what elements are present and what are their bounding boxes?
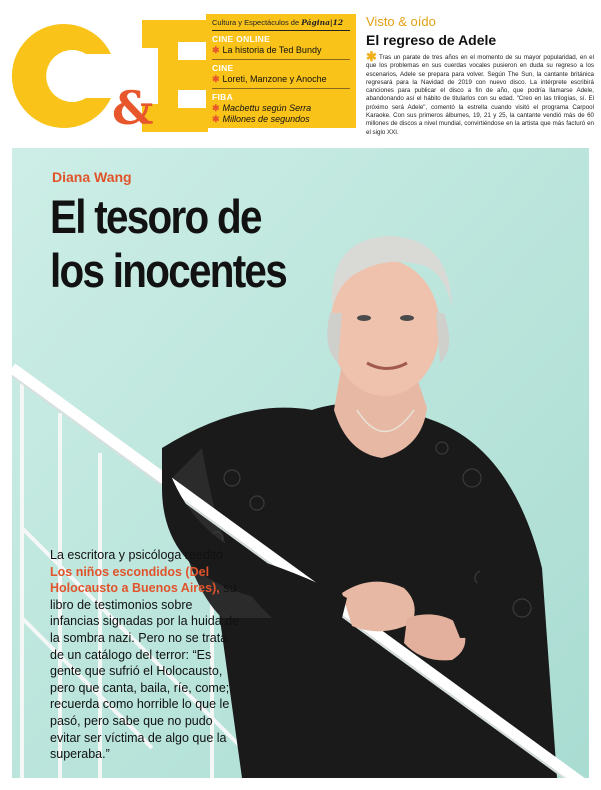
index-section-label: CINE ONLINE <box>212 34 271 44</box>
lede-paragraph: La escritora y psicóloga reeditó Los niños escondidos (Del Holocausto a Buenos Aires), su libro de testimonios sobre infancias signadas por la huida de la sombra nazi. Pero no se trata de un catálogo del terror: “Es gente que sufrió el Holocausto, pero que canta, baila, ríe, come; recuerda como horrible lo que le pasó, pero sabe que no pudo evitar ser víctima de algo que la superaba.” <box>50 548 240 762</box>
ce-logo-graphic <box>8 12 208 140</box>
index-box <box>206 14 356 128</box>
index-item[interactable]: ✱ Macbettu según Serra <box>212 103 312 113</box>
asterisk-icon: ✱ <box>212 114 220 124</box>
index-section-label: CINE <box>212 63 234 73</box>
brief-title: El regreso de Adele <box>366 32 497 48</box>
headline <box>50 190 286 298</box>
index-item[interactable]: ✱ La historia de Ted Bundy <box>212 45 322 55</box>
ce-logo <box>8 12 208 140</box>
index-section-label: FIBA <box>212 92 234 102</box>
index-item[interactable]: ✱ Loreti, Manzone y Anoche <box>212 74 327 84</box>
index-item[interactable]: ✱ Millones de segundos <box>212 114 310 124</box>
brief-body: ✱ Tras un parate de tres años en el momento de su mayor popularidad, en el que los problemas en sus cuerdas vocales pusieron en duda su regreso a los escenarios, Adele se prepara para volver. Según The Sun, la cantante británica regresará para la Navidad de 2019 con nuevo disco. La intérprete escribirá canciones para publicar el disco a fin de año, que podría llamarse Adele, abandonando así el hábito de titularlos con su edad. "Creo en las trilogías, sí. El próximo será Adele", comentó la estrella cuando visitó el programa Carpool Karaoke. Con sus primeros álbumes, 19, 21 y 25, la cantante vendió más de 60 millones de discos a nivel mundial, convirtiéndose en la artista que más facturó en el siglo XXI. <box>366 49 594 136</box>
asterisk-icon: ✱ <box>212 74 220 84</box>
book-title: Los niños escondidos (Del Holocausto a Buenos Aires), <box>50 564 220 596</box>
visto-oido-column <box>366 14 594 137</box>
divider <box>212 88 350 89</box>
asterisk-icon: ✱ <box>212 103 220 113</box>
section-kicker: Visto & oído <box>366 14 436 29</box>
headline-line: El tesoro de <box>50 190 261 243</box>
headline-line: los inocentes <box>50 244 286 297</box>
byline: Diana Wang <box>52 169 132 185</box>
svg-text:&: & <box>112 81 154 135</box>
divider <box>212 59 350 60</box>
asterisk-icon: ✱ <box>212 45 220 55</box>
index-header: Cultura y Espectáculos de Página|12 <box>212 17 350 31</box>
asterisk-icon: ✱ <box>366 49 377 64</box>
